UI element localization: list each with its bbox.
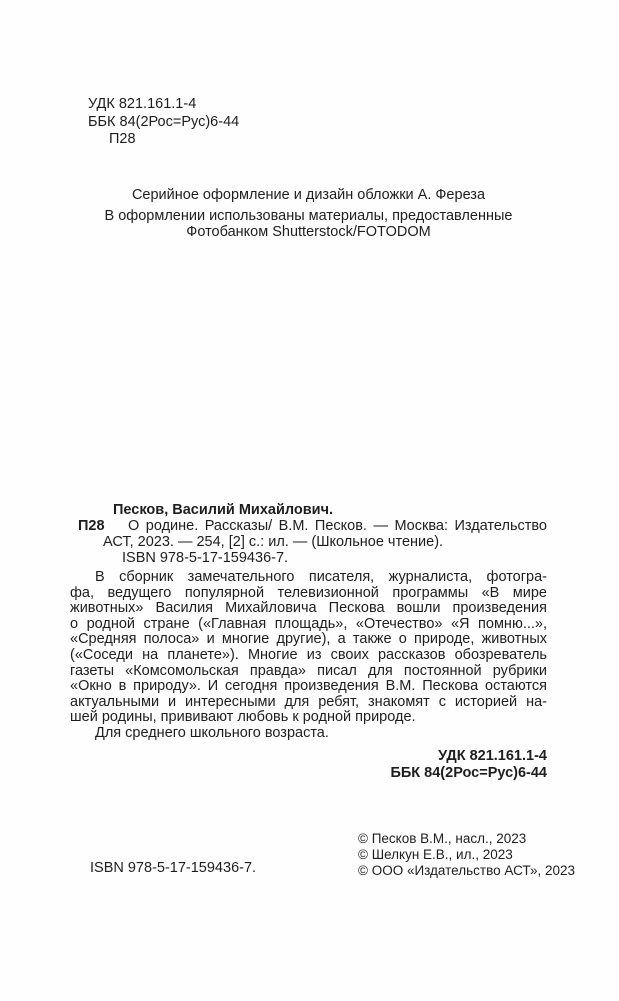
- photo-credit-line-1: В оформлении использованы материалы, предоставленные: [104, 207, 513, 224]
- annotation-paragraph: [70, 570, 547, 742]
- copyright-block: [358, 831, 575, 878]
- annotation-line: актуальными и интересными для ребят, знакомят с историей на-: [70, 693, 547, 710]
- copyright-line: © Песков В.М., насл., 2023: [358, 831, 527, 846]
- catalog-bib-line-2: АСТ, 2023. — 254, [2] с.: ил. — (Школьное чтение).: [103, 533, 444, 550]
- photo-credit: [70, 208, 547, 240]
- photo-credit-line-2: Фотобанком Shutterstock/FOTODOM: [186, 223, 431, 240]
- annotation-line: фа, ведущего популярной телевизионной программы «В мире: [70, 584, 547, 601]
- annotation-line: («Соседи на планете»). Многие из своих рассказов обозреватель: [70, 646, 547, 663]
- copyright-line: © ООО «Издательство АСТ», 2023: [358, 862, 576, 878]
- catalog-isbn: ISBN 978-5-17-159436-7.: [122, 550, 289, 566]
- series-design-credit: Серийное оформление и дизайн обложки А. Фереза: [131, 187, 486, 203]
- annotation-line: В сборник замечательного писателя, журналиста, фотогра-: [95, 569, 547, 585]
- annotation-line: газеты «Комсомольская правда» писал для постоянной рубрики: [70, 662, 547, 679]
- annotation-line: о родной стране («Главная площадь», «Отечество» «Я помню...»,: [70, 615, 547, 632]
- catalog-author-heading: Песков, Василий Михайлович.: [113, 502, 334, 518]
- annotation-line: «Окно в природу». И сегодня произведения В.М. Пескова остаются: [70, 678, 547, 695]
- copyright-line: © Шелкун Е.В., ил., 2023: [358, 846, 513, 862]
- audience-line: Для среднего школьного возраста.: [95, 724, 329, 741]
- catalog-bib-line-1: О родине. Рассказы/ В.М. Песков. — Москва: Издательство: [128, 518, 547, 534]
- bbk-line: ББК 84(2Рос=Рус)6-44: [88, 113, 240, 130]
- footer-isbn: ISBN 978-5-17-159436-7.: [90, 860, 257, 876]
- classification-block-bottom: [390, 748, 547, 782]
- author-sign: П28: [109, 131, 136, 147]
- annotation-line: «Средняя полоса» и многие другие), а также о природе, животных: [70, 631, 547, 648]
- annotation-line: шей родины, прививают любовь к родной природе.: [70, 709, 416, 726]
- design-credits: [70, 187, 547, 240]
- catalog-author-sign: П28: [78, 518, 105, 534]
- classification-block-top: [88, 96, 239, 149]
- catalog-entry: [78, 518, 547, 550]
- udk-line-bottom: УДК 821.161.1-4: [438, 748, 547, 764]
- bbk-line-bottom: ББК 84(2Рос=Рус)6-44: [390, 765, 547, 781]
- udk-line: УДК 821.161.1-4: [88, 96, 197, 112]
- annotation-line: животных» Василия Михайловича Пескова вошли произведения: [70, 600, 547, 617]
